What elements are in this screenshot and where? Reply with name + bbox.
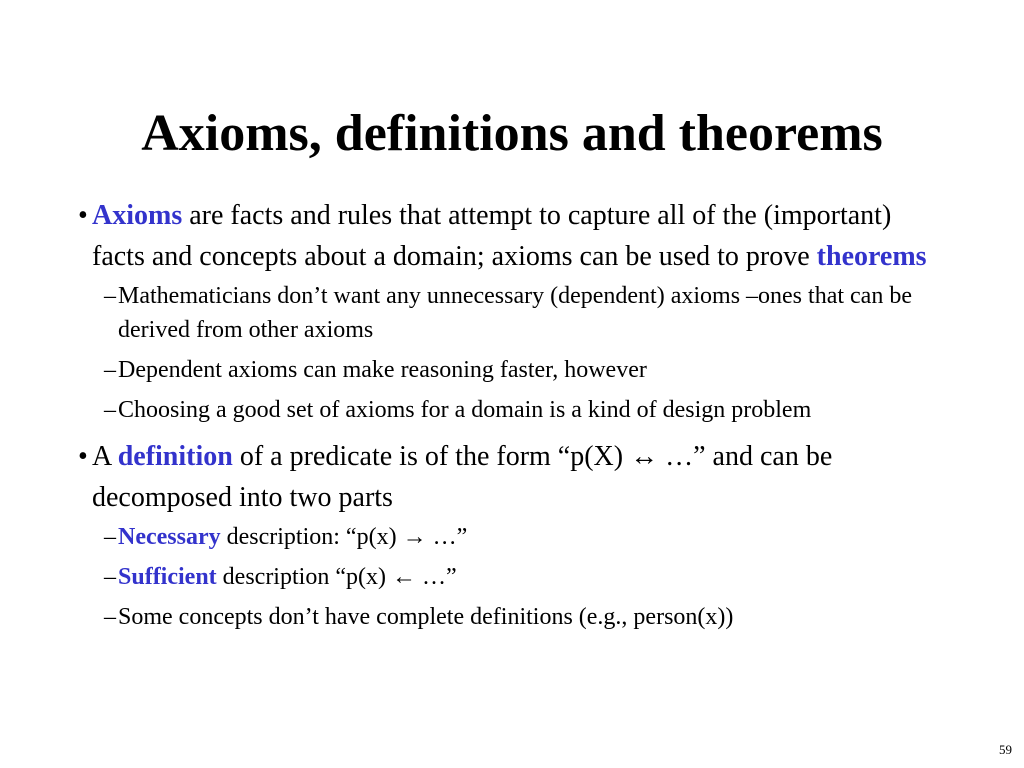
sub-bullet-incomplete-definitions bbox=[104, 600, 948, 634]
bullet-axioms bbox=[78, 196, 948, 277]
keyword-necessary: Necessary bbox=[118, 524, 221, 550]
sub-bullet-text: Mathematicians don’t want any unnecessary (dependent) axioms –ones that can be derived from other axioms bbox=[118, 283, 912, 343]
dash-marker: – bbox=[104, 564, 116, 590]
dash-marker: – bbox=[104, 397, 116, 423]
dash-marker: – bbox=[104, 283, 116, 309]
sub-bullet-text: Choosing a good set of axioms for a domain is a kind of design problem bbox=[118, 397, 812, 423]
sub-bullet-unnecessary-axioms bbox=[104, 279, 948, 347]
bullet-definition-text: of a predicate is of the form “p(X) ↔ …” and can be decomposed into two parts bbox=[92, 441, 833, 513]
sub-bullet-text: description “p(x) ← …” bbox=[216, 564, 457, 590]
page-number: 59 bbox=[999, 742, 1012, 757]
bullet-marker: • bbox=[78, 441, 88, 472]
keyword-axioms: Axioms bbox=[92, 200, 183, 231]
sub-bullet-dependent-axioms bbox=[104, 353, 948, 387]
keyword-theorems: theorems bbox=[816, 240, 927, 272]
sub-bullet-necessary bbox=[104, 520, 948, 554]
bullet-marker: • bbox=[78, 200, 88, 231]
sub-bullet-sufficient bbox=[104, 560, 948, 594]
sub-bullet-text: description: “p(x) → …” bbox=[220, 524, 468, 550]
keyword-definition: definition bbox=[117, 441, 233, 472]
sub-bullet-choosing-axioms bbox=[104, 393, 948, 427]
bullet-definition-pre: A bbox=[92, 441, 118, 472]
dash-marker: – bbox=[104, 524, 116, 550]
dash-marker: – bbox=[104, 357, 116, 383]
sub-bullet-text: Some concepts don’t have complete definitions (e.g., person(x)) bbox=[118, 604, 734, 630]
slide-title: Axioms, definitions and theorems bbox=[141, 105, 883, 162]
bullet-axioms-text: are facts and rules that attempt to capture all of the (important) facts and concepts about a domain; axioms can be used to prove bbox=[92, 200, 892, 272]
bullet-definition bbox=[78, 437, 948, 518]
dash-marker: – bbox=[104, 604, 116, 630]
keyword-sufficient: Sufficient bbox=[118, 564, 217, 590]
slide-content bbox=[78, 196, 948, 640]
sub-bullet-text: Dependent axioms can make reasoning faster, however bbox=[118, 357, 647, 383]
